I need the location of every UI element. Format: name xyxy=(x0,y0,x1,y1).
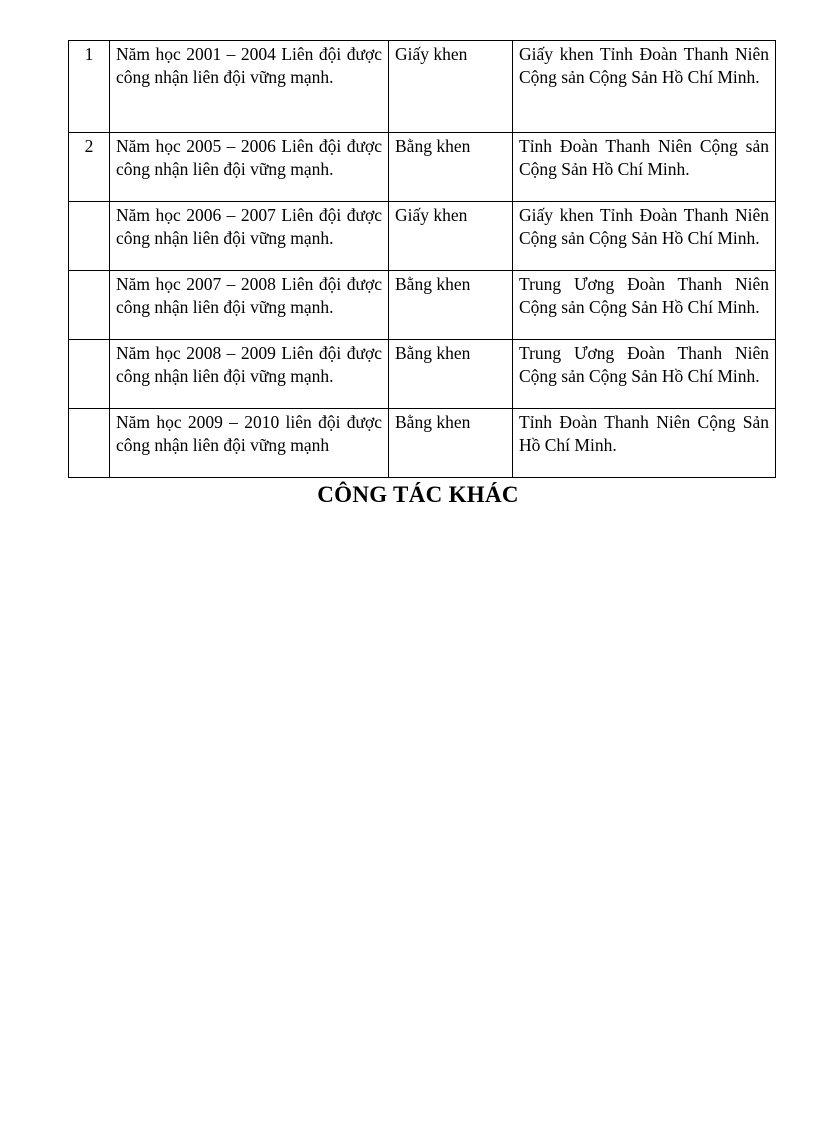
achievement-text: Năm học 2005 – 2006 Liên đội được công nhận liên đội vững mạnh. xyxy=(110,133,389,202)
table-row xyxy=(69,340,776,409)
award-issuer: Giấy khen Tỉnh Đoàn Thanh Niên Cộng sản Cộng Sản Hồ Chí Minh. xyxy=(513,202,776,271)
table-row xyxy=(69,41,776,133)
table-row xyxy=(69,202,776,271)
award-form: Giấy khen xyxy=(389,41,513,133)
award-form: Bằng khen xyxy=(389,340,513,409)
award-issuer: Trung Ương Đoàn Thanh Niên Cộng sản Cộng Sản Hồ Chí Minh. xyxy=(513,271,776,340)
table-row xyxy=(69,409,776,478)
achievement-text: Năm học 2008 – 2009 Liên đội được công nhận liên đội vững mạnh. xyxy=(110,340,389,409)
award-issuer: Trung Ương Đoàn Thanh Niên Cộng sản Cộng Sản Hồ Chí Minh. xyxy=(513,340,776,409)
achievement-text: Năm học 2009 – 2010 liên đội được công nhận liên đội vững mạnh xyxy=(110,409,389,478)
row-number: 1 xyxy=(69,41,110,133)
awards-table xyxy=(68,40,776,478)
achievement-text: Năm học 2001 – 2004 Liên đội được công nhận liên đội vững mạnh. xyxy=(110,41,389,133)
award-issuer: Giấy khen Tỉnh Đoàn Thanh Niên Cộng sản Cộng Sản Hồ Chí Minh. xyxy=(513,41,776,133)
achievement-text: Năm học 2006 – 2007 Liên đội được công nhận liên đội vững mạnh. xyxy=(110,202,389,271)
section-title: CÔNG TÁC KHÁC xyxy=(317,482,519,507)
row-number: 2 xyxy=(69,133,110,202)
award-form: Bằng khen xyxy=(389,409,513,478)
table-row xyxy=(69,271,776,340)
award-form: Bằng khen xyxy=(389,271,513,340)
row-number xyxy=(69,271,110,340)
award-form: Bằng khen xyxy=(389,133,513,202)
award-issuer: Tỉnh Đoàn Thanh Niên Cộng Sản Hồ Chí Minh. xyxy=(513,409,776,478)
row-number xyxy=(69,340,110,409)
row-number xyxy=(69,409,110,478)
row-number xyxy=(69,202,110,271)
award-form: Giấy khen xyxy=(389,202,513,271)
table-row xyxy=(69,133,776,202)
award-issuer: Tỉnh Đoàn Thanh Niên Cộng sản Cộng Sản Hồ Chí Minh. xyxy=(513,133,776,202)
achievement-text: Năm học 2007 – 2008 Liên đội được công nhận liên đội vững mạnh. xyxy=(110,271,389,340)
